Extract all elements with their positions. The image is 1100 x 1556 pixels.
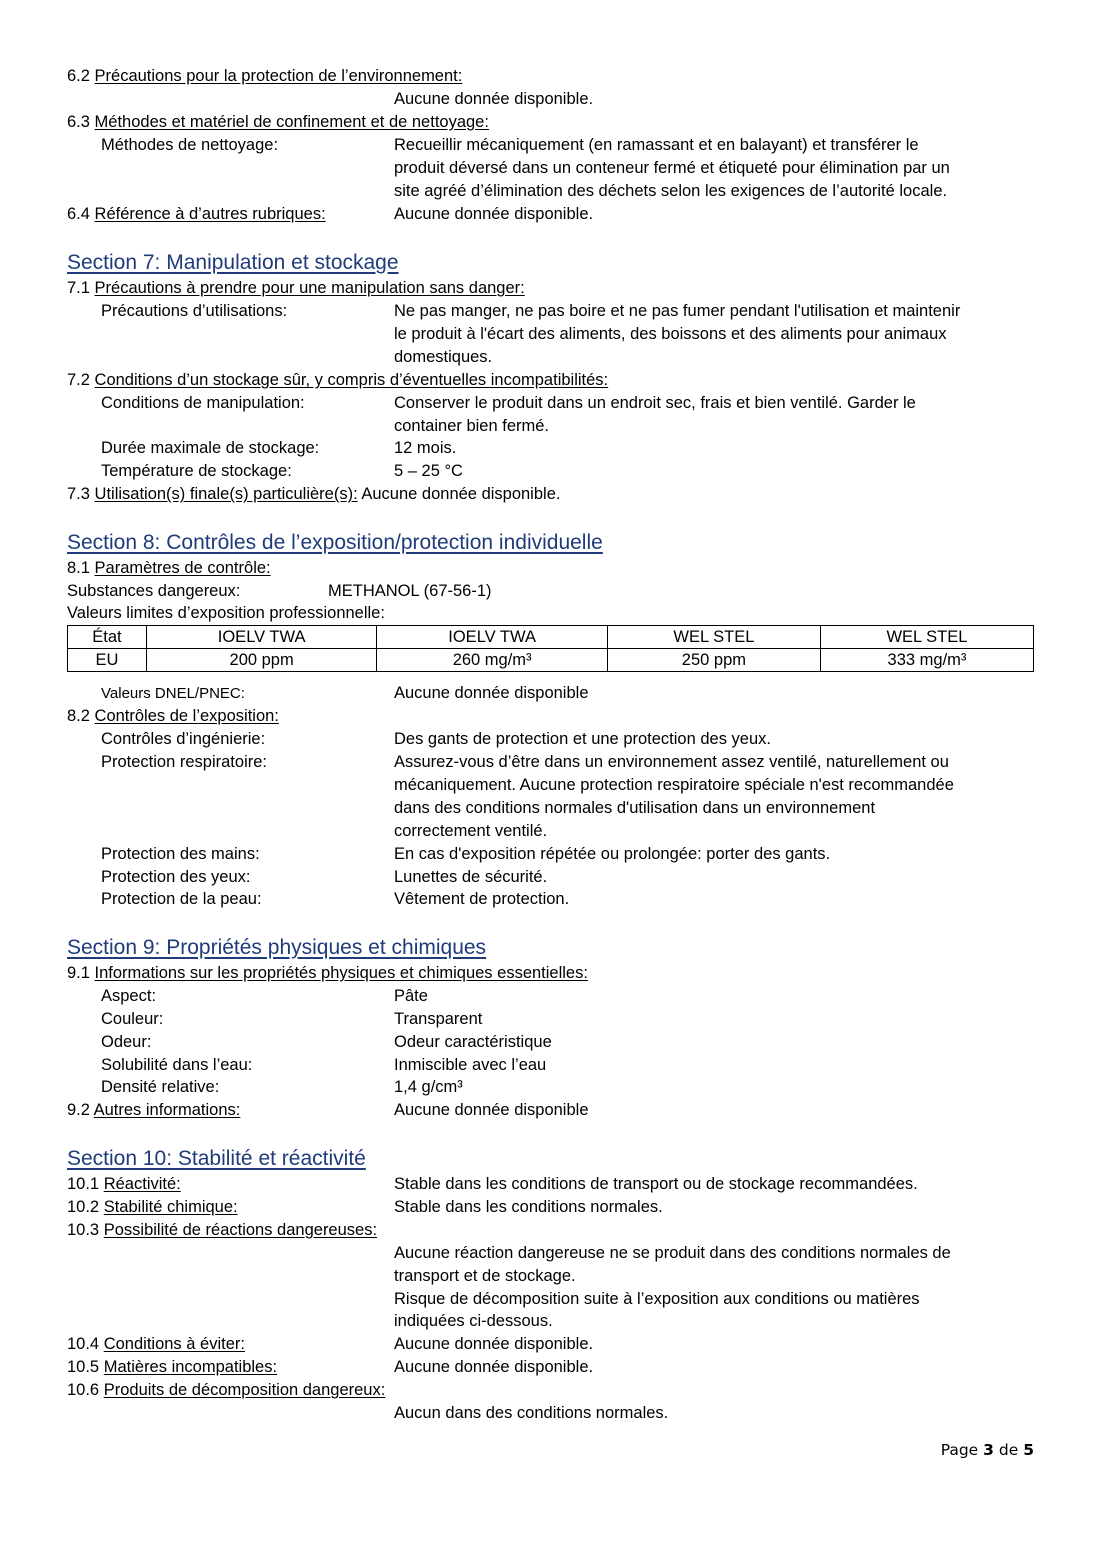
usage-precautions-value-line-2: le produit à l'écart des aliments, des boissons et des aliments pour animaux: [394, 325, 947, 343]
subsection-10-5-value: Aucune donnée disponible.: [394, 1358, 594, 1376]
subsection-10-3-value-line-3: Risque de décomposition suite à l’exposition aux conditions ou matières: [394, 1290, 920, 1308]
respiratory-protection-value-line-2: mécaniquement. Aucune protection respiratoire spéciale n'est recommandée: [394, 776, 954, 794]
cleaning-methods-value-line-3: site agréé d’élimination des déchets selon les exigences de l’autorité locale.: [394, 182, 948, 200]
hazardous-substances-label: Substances dangereux:: [67, 582, 241, 600]
subsection-10-5-heading: 10.5 Matières incompatibles:: [67, 1358, 278, 1376]
subsection-10-4-value: Aucune donnée disponible.: [394, 1335, 594, 1353]
table-cell: 333 mg/m³: [820, 649, 1033, 672]
solubility-label: Solubilité dans l’eau:: [101, 1056, 253, 1074]
subsection-10-4-heading: 10.4 Conditions à éviter:: [67, 1335, 245, 1353]
subsection-8-2-heading: 8.2 Contrôles de l’exposition:: [67, 707, 279, 725]
cleaning-methods-value-line-2: produit déversé dans un conteneur fermé et étiqueté pour élimination par un: [394, 159, 950, 177]
subsection-8-1-heading: 8.1 Paramètres de contrôle:: [67, 559, 271, 577]
skin-protection-label: Protection de la peau:: [101, 890, 262, 908]
max-storage-value: 12 mois.: [394, 439, 457, 457]
storage-temp-label: Température de stockage:: [101, 462, 292, 480]
subsection-9-2-heading: 9.2 Autres informations:: [67, 1101, 241, 1119]
subsection-7-3-value: Aucune donnée disponible.: [361, 485, 561, 503]
subsection-10-3-value-line-2: transport et de stockage.: [394, 1267, 576, 1285]
handling-conditions-value-line-2: container bien fermé.: [394, 417, 550, 435]
hazardous-substances-value: METHANOL (67-56-1): [328, 582, 492, 600]
usage-precautions-value-line-1: Ne pas manger, ne pas boire et ne pas fumer pendant l'utilisation et maintenir: [394, 302, 961, 320]
table-header-cell: WEL STEL: [607, 626, 820, 649]
solubility-value: Inmiscible avec l’eau: [394, 1056, 547, 1074]
subsection-10-6-value: Aucun dans des conditions normales.: [394, 1404, 669, 1422]
subsection-7-2-heading: 7.2 Conditions d’un stockage sûr, y compris d’éventuelles incompatibilités:: [67, 371, 609, 389]
subsection-7-1-heading: 7.1 Précautions à prendre pour une manipulation sans danger:: [67, 279, 525, 297]
eye-protection-value: Lunettes de sécurité.: [394, 868, 548, 886]
max-storage-label: Durée maximale de stockage:: [101, 439, 320, 457]
eye-protection-label: Protection des yeux:: [101, 868, 251, 886]
table-header-cell: IOELV TWA: [146, 626, 377, 649]
respiratory-protection-label: Protection respiratoire:: [101, 753, 267, 771]
subsection-10-3-heading: 10.3 Possibilité de réactions dangereuses:: [67, 1221, 378, 1239]
cleaning-methods-value-line-1: Recueillir mécaniquement (en ramassant et en balayant) et transférer le: [394, 136, 919, 154]
subsection-10-3-value-line-1: Aucune réaction dangereuse ne se produit dans des conditions normales de: [394, 1244, 951, 1262]
subsection-6-2-heading: 6.2 Précautions pour la protection de l’environnement:: [67, 67, 463, 85]
subsection-10-1-value: Stable dans les conditions de transport ou de stockage recommandées.: [394, 1175, 918, 1193]
cleaning-methods-label: Méthodes de nettoyage:: [101, 136, 279, 154]
subsection-10-6-heading: 10.6 Produits de décomposition dangereux:: [67, 1381, 386, 1399]
aspect-value: Pâte: [394, 987, 428, 1005]
table-header-row: [68, 626, 1034, 649]
table-cell: 260 mg/m³: [377, 649, 608, 672]
odor-label: Odeur:: [101, 1033, 152, 1051]
subsection-10-3-value-line-4: indiquées ci-dessous.: [394, 1312, 553, 1330]
section-8-title: Section 8: Contrôles de l’exposition/protection individuelle: [67, 531, 603, 554]
section-7-title: Section 7: Manipulation et stockage: [67, 251, 399, 274]
odor-value: Odeur caractéristique: [394, 1033, 552, 1051]
subsection-9-1-heading: 9.1 Informations sur les propriétés physiques et chimiques essentielles:: [67, 964, 588, 982]
dnel-pnec-value: Aucune donnée disponible: [394, 684, 589, 702]
subsection-9-2-value: Aucune donnée disponible: [394, 1101, 589, 1119]
subsection-10-1-heading: 10.1 Réactivité:: [67, 1175, 181, 1193]
exposure-limits-table: [67, 625, 1034, 672]
subsection-7-3-heading: 7.3 Utilisation(s) finale(s) particulière(s): Aucune donnée disponible.: [67, 485, 561, 503]
usage-precautions-label: Précautions d’utilisations:: [101, 302, 288, 320]
aspect-label: Aspect:: [101, 987, 157, 1005]
table-header-cell: IOELV TWA: [377, 626, 608, 649]
table-row: [68, 649, 1034, 672]
color-label: Couleur:: [101, 1010, 164, 1028]
usage-precautions-value-line-3: domestiques.: [394, 348, 493, 366]
density-value: 1,4 g/cm³: [394, 1078, 463, 1096]
table-cell: 200 ppm: [146, 649, 377, 672]
hand-protection-value: En cas d'exposition répétée ou prolongée: porter des gants.: [394, 845, 831, 863]
table-cell: 250 ppm: [607, 649, 820, 672]
storage-temp-value: 5 – 25 °C: [394, 462, 463, 480]
section-10-title: Section 10: Stabilité et réactivité: [67, 1147, 366, 1170]
density-label: Densité relative:: [101, 1078, 220, 1096]
page-number: Page 3 de 5: [940, 1441, 1034, 1459]
exposure-limits-label: Valeurs limites d’exposition professionnelle:: [67, 604, 385, 622]
table-header-cell: WEL STEL: [820, 626, 1033, 649]
handling-conditions-label: Conditions de manipulation:: [101, 394, 305, 412]
handling-conditions-value-line-1: Conserver le produit dans un endroit sec, frais et bien ventilé. Garder le: [394, 394, 916, 412]
section-9-title: Section 9: Propriétés physiques et chimiques: [67, 936, 487, 959]
respiratory-protection-value-line-4: correctement ventilé.: [394, 822, 548, 840]
engineering-controls-value: Des gants de protection et une protection des yeux.: [394, 730, 771, 748]
engineering-controls-label: Contrôles d’ingénierie:: [101, 730, 266, 748]
dnel-pnec-label: Valeurs DNEL/PNEC:: [101, 685, 245, 702]
subsection-10-2-value: Stable dans les conditions normales.: [394, 1198, 663, 1216]
table-cell: EU: [68, 649, 147, 672]
respiratory-protection-value-line-1: Assurez-vous d’être dans un environnement assez ventilé, naturellement ou: [394, 753, 949, 771]
table-header-cell: État: [68, 626, 147, 649]
subsection-10-2-heading: 10.2 Stabilité chimique:: [67, 1198, 238, 1216]
skin-protection-value: Vêtement de protection.: [394, 890, 570, 908]
respiratory-protection-value-line-3: dans des conditions normales d'utilisation dans un environnement: [394, 799, 876, 817]
subsection-6-3-heading: 6.3 Méthodes et matériel de confinement et de nettoyage:: [67, 113, 489, 131]
subsection-6-4-heading: 6.4 Référence à d’autres rubriques:: [67, 205, 326, 223]
color-value: Transparent: [394, 1010, 483, 1028]
hand-protection-label: Protection des mains:: [101, 845, 260, 863]
subsection-6-4-value: Aucune donnée disponible.: [394, 205, 594, 223]
subsection-6-2-value: Aucune donnée disponible.: [394, 90, 594, 108]
